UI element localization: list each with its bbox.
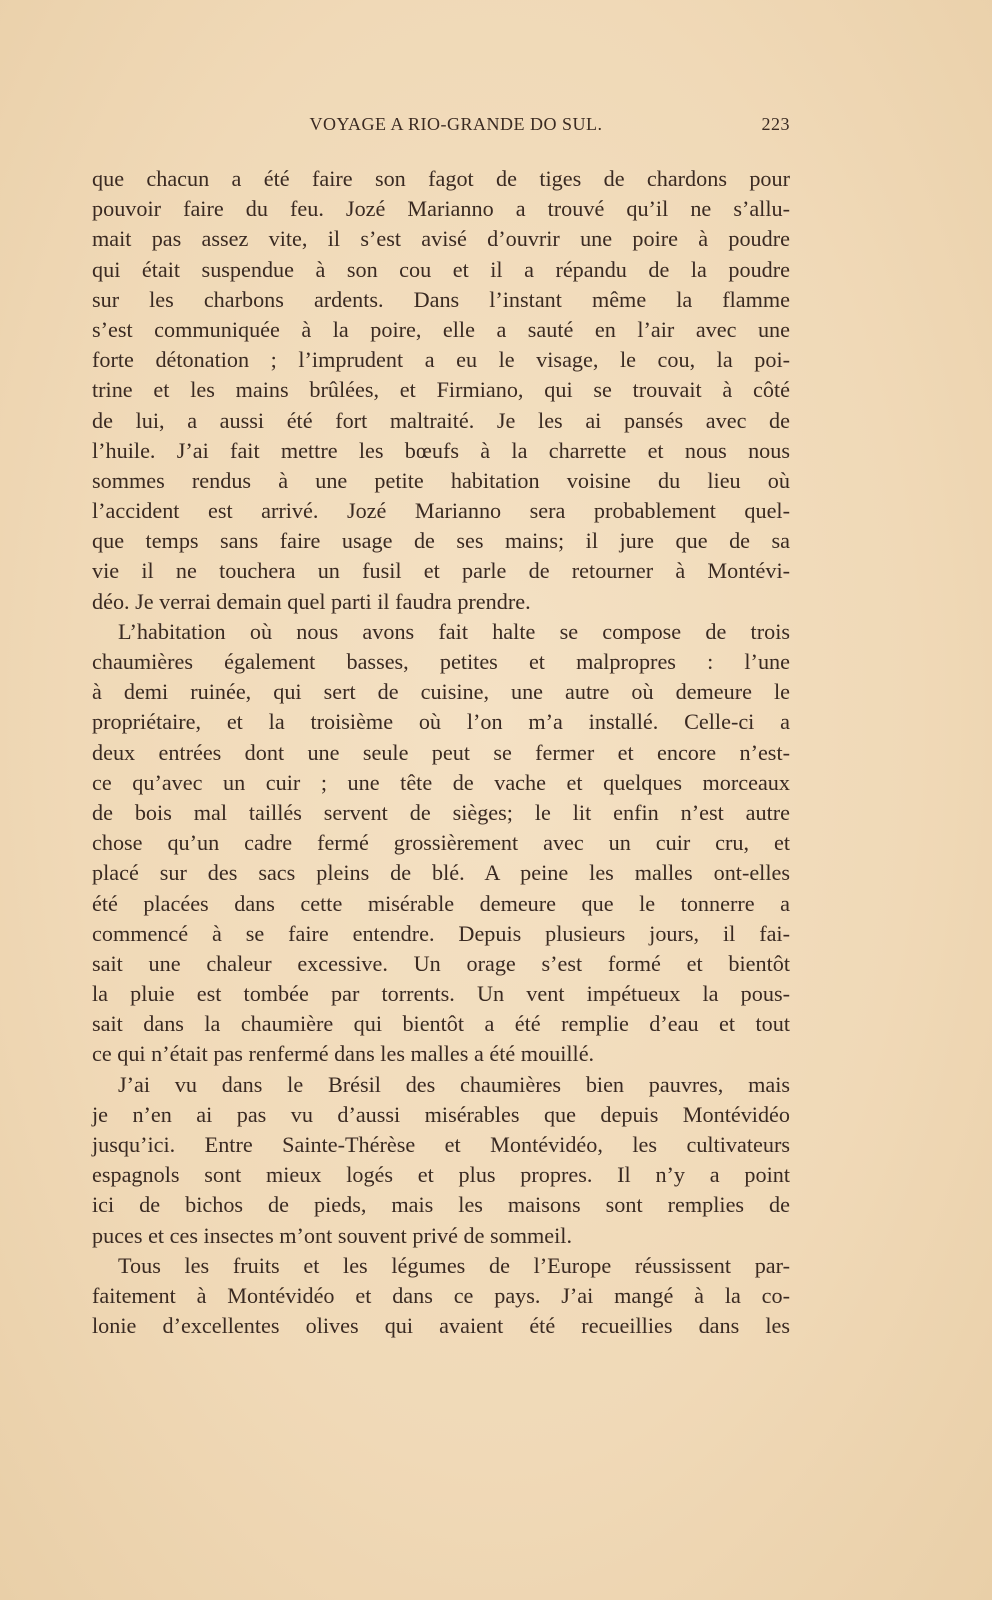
text-line: deux entrées dont une seule peut se fermer et encore n’est- (92, 739, 790, 765)
text-line: J’ai vu dans le Brésil des chaumières bien pauvres, mais (118, 1071, 790, 1097)
text-line: l’huile. J’ai fait mettre les bœufs à la charrette et nous nous (92, 437, 790, 463)
text-line: faitement à Montévidéo et dans ce pays. J’ai mangé à la co- (92, 1282, 790, 1308)
text-line: trine et les mains brûlées, et Firmiano, qui se trouvait à côté (92, 377, 790, 403)
text-line: chose qu’un cadre fermé grossièrement avec un cuir cru, et (92, 830, 790, 856)
text-line: que temps sans faire usage de ses mains; il jure que de sa (92, 528, 790, 554)
text-line: espagnols sont mieux logés et plus propres. Il n’y a point (92, 1162, 790, 1188)
text-line: déo. Je verrai demain quel parti il faudra prendre. (92, 588, 531, 614)
text-line: L’habitation où nous avons fait halte se compose de trois (118, 618, 790, 644)
text-line: sommes rendus à une petite habitation voisine du lieu où (92, 467, 790, 493)
text-line: propriétaire, et la troisième où l’on m’a installé. Celle-ci a (92, 709, 790, 735)
text-line: mait pas assez vite, il s’est avisé d’ouvrir une poire à poudre (92, 226, 790, 252)
text-line: sait une chaleur excessive. Un orage s’est formé et bientôt (92, 950, 790, 976)
text-line: jusqu’ici. Entre Sainte-Thérèse et Montévidéo, les cultivateurs (92, 1132, 790, 1157)
text-line: pouvoir faire du feu. Jozé Marianno a trouvé qu’il ne s’allu- (92, 196, 790, 222)
text-line: sur les charbons ardents. Dans l’instant même la flamme (92, 286, 790, 312)
text-line: la pluie est tombée par torrents. Un vent impétueux la pous- (92, 981, 790, 1007)
text-line: je n’en ai pas vu d’aussi misérables que depuis Montévidéo (92, 1101, 790, 1127)
text-line: chaumières également basses, petites et malpropres : l’une (92, 649, 790, 674)
text-line: commencé à se faire entendre. Depuis plusieurs jours, il fai- (92, 920, 790, 946)
text-line: été placées dans cette misérable demeure que le tonnerre a (92, 890, 790, 916)
text-line: forte détonation ; l’imprudent a eu le visage, le cou, la poi- (92, 347, 790, 373)
text-line: ce qui n’était pas renfermé dans les malles a été mouillé. (92, 1041, 595, 1067)
text-line: de bois mal taillés servent de sièges; le lit enfin n’est autre (92, 799, 790, 825)
text-line: de lui, a aussi été fort maltraité. Je les ai pansés avec de (92, 407, 790, 433)
text-line: vie il ne touchera un fusil et parle de retourner à Montévi- (92, 558, 790, 584)
text-line: Tous les fruits et les légumes de l’Europe réussissent par- (118, 1252, 790, 1278)
page-number: 223 (761, 114, 790, 134)
text-line: qui était suspendue à son cou et il a répandu de la poudre (92, 256, 790, 282)
text-line: sait dans la chaumière qui bientôt a été remplie d’eau et tout (92, 1011, 790, 1037)
text-line: que chacun a été faire son fagot de tiges de chardons pour (92, 166, 790, 191)
text-line: ici de bichos de pieds, mais les maisons sont remplies de (92, 1192, 790, 1218)
book-page (92, 110, 790, 1341)
running-head (92, 110, 790, 142)
text-line: placé sur des sacs pleins de blé. A peine les malles ont-elles (92, 860, 790, 886)
text-line: ce qu’avec un cuir ; une tête de vache et quelques morceaux (92, 769, 790, 795)
text-line: s’est communiquée à la poire, elle a sauté en l’air avec une (92, 316, 790, 342)
text-line: lonie d’excellentes olives qui avaient été recueillies dans les (92, 1313, 790, 1339)
text-line: à demi ruinée, qui sert de cuisine, une autre où demeure le (92, 679, 790, 705)
text-line: puces et ces insectes m’ont souvent privé de sommeil. (92, 1222, 572, 1248)
text-line: l’accident est arrivé. Jozé Marianno sera probablement quel- (92, 498, 790, 524)
body-text (92, 164, 790, 1341)
running-title: VOYAGE A RIO-GRANDE DO SUL. (309, 114, 603, 134)
